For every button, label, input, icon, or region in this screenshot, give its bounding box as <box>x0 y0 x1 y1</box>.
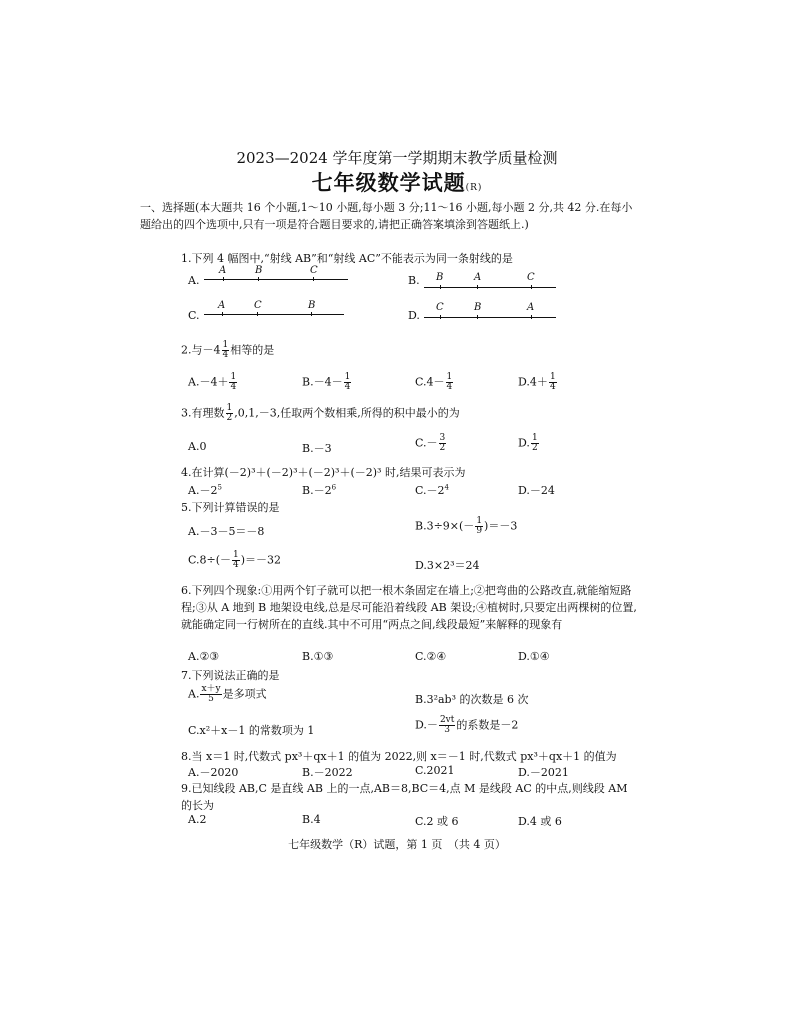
question-5-option-c <box>188 551 281 570</box>
question-4-option-d: D.－24 <box>518 484 555 497</box>
question-3-option-c <box>415 434 447 453</box>
question-9-option-b: B.4 <box>302 813 321 826</box>
option-text: B.－2 <box>302 484 332 497</box>
option-text: )＝－32 <box>240 553 282 567</box>
fraction-numerator: 3 <box>439 433 446 443</box>
question-2-option-b <box>302 373 352 392</box>
ray-tick <box>440 315 441 319</box>
fraction-denominator: 2 <box>226 413 233 423</box>
option-text: D.4＋ <box>518 375 548 389</box>
question-3-option-a: A.0 <box>188 440 207 453</box>
question-7-stem: 7.下列说法正确的是 <box>181 669 280 682</box>
question-6-option-d: D.①④ <box>518 650 550 663</box>
option-text: C.－2 <box>415 484 445 497</box>
question-6-stem: 6.下列四个现象:①用两个钉子就可以把一根木条固定在墙上;②把弯曲的公路改直,就能缩短路程;③从 A 地到 B 地架设电线,总是尽可能沿着线段 AB 架设;④植树时,只要定出两棵树的位置,就能确定同一行树所在的直线.其中不可用“两点之间,线段最短”来解释的现象有 <box>181 584 637 631</box>
fraction-numerator: 1 <box>549 372 556 382</box>
exponent: 5 <box>217 483 222 492</box>
fraction-numerator: 1 <box>531 433 538 443</box>
ray-tick <box>222 312 223 316</box>
fraction-denominator: 2 <box>439 443 446 453</box>
fraction <box>232 551 240 570</box>
point-label: C <box>254 300 262 311</box>
fraction <box>344 373 352 392</box>
option-text: A.－4＋ <box>188 375 229 389</box>
option-text: A.－2 <box>188 484 218 497</box>
fraction-denominator: 4 <box>222 350 229 360</box>
ray-tick <box>257 312 258 316</box>
option-text: B.－4－ <box>302 375 343 389</box>
fraction <box>200 685 221 704</box>
fraction-denominator: 2 <box>531 443 538 453</box>
fraction-numerator: 1 <box>344 372 351 382</box>
ray-line <box>204 279 348 280</box>
ray-line <box>204 314 344 315</box>
option-text: D. <box>518 436 530 450</box>
question-7-option-d <box>415 716 518 735</box>
question-9-option-a: A.2 <box>188 813 207 826</box>
fraction <box>229 373 237 392</box>
question-8-option-d: D.－2021 <box>518 766 569 779</box>
question-2-option-d <box>518 373 558 392</box>
question-4-option-a <box>188 482 222 498</box>
question-2-option-c <box>415 373 454 392</box>
point-label: A <box>474 272 482 283</box>
option-text: C.8÷(－ <box>188 553 232 567</box>
point-label: C <box>436 302 444 313</box>
question-5-stem: 5.下列计算错误的是 <box>181 501 280 514</box>
question-5-option-d: D.3×2³＝24 <box>415 559 480 572</box>
option-label: C. <box>188 309 200 322</box>
option-text: D.－ <box>415 718 438 732</box>
exam-version-tag: (R) <box>465 183 483 193</box>
ray-tick <box>531 315 532 319</box>
fraction-numerator: 1 <box>446 372 453 382</box>
exam-term-title: 2023—2024 学年度第一学期期末教学质量检测 <box>236 149 558 167</box>
question-8-option-c: C.2021 <box>415 764 455 777</box>
ray-tick <box>477 315 478 319</box>
question-4-stem: 4.在计算(－2)³＋(－2)³＋(－2)³＋(－2)³ 时,结果可表示为 <box>181 466 466 479</box>
question-7-option-a <box>188 685 267 704</box>
question-9-stem: 9.已知线段 AB,C 是直线 AB 上的一点,AB＝8,BC＝4,点 M 是线段 AC 的中点,则线段 AM 的长为 <box>181 782 628 812</box>
question-4-option-b <box>302 482 336 498</box>
point-label: C <box>527 272 535 283</box>
fraction-numerator: 1 <box>476 516 483 526</box>
point-label: B <box>436 272 444 283</box>
exponent: 4 <box>444 483 449 492</box>
point-label: C <box>310 265 318 276</box>
fraction <box>531 434 539 453</box>
fraction <box>549 373 557 392</box>
option-label: A. <box>188 274 200 287</box>
question-6-option-a: A.②③ <box>188 650 220 663</box>
stem-text: ,0,1,－3,任取两个数相乘,所得的积中最小的为 <box>234 406 460 420</box>
question-2-stem <box>181 341 274 360</box>
question-9-option-c: C.2 或 6 <box>415 815 459 828</box>
question-1-stem: 1.下列 4 幅图中,“射线 AB”和“射线 AC”不能表示为同一条射线的是 <box>181 252 513 265</box>
fraction-numerator: 1 <box>233 550 239 560</box>
page-footer: 七年级数学（R）试题，第 1 页 （共 4 页） <box>288 838 506 851</box>
question-3-option-b: B.－3 <box>302 442 332 455</box>
exam-subject-title <box>0 167 794 197</box>
point-label: A <box>527 302 535 313</box>
question-4-option-c <box>415 482 449 498</box>
option-text: 的系数是－2 <box>456 718 519 732</box>
ray-line <box>424 317 556 318</box>
option-text: C.－ <box>415 436 438 450</box>
fraction-numerator: 1 <box>230 372 237 382</box>
fraction-numerator: 2vt <box>439 715 455 725</box>
fraction <box>439 434 447 453</box>
ray-tick <box>531 285 532 289</box>
point-label: A <box>218 300 226 311</box>
question-3-stem <box>181 404 460 423</box>
fraction-denominator: 3 <box>444 725 451 735</box>
ray-tick <box>223 277 224 281</box>
fraction-denominator: 5 <box>208 694 214 704</box>
question-8-option-b: B.－2022 <box>302 766 353 779</box>
fraction-numerator: 1 <box>226 403 233 413</box>
section-instructions: 一、选择题(本大题共 16 个小题,1～10 小题,每小题 3 分;11～16 小题,每小题 2 分,共 42 分.在每小题给出的四个选项中,只有一项是符合题目要求的,请把正确答案填涂到答题纸上.) <box>140 201 633 231</box>
option-text: 是多项式 <box>222 687 267 701</box>
question-7-option-c: C.x²＋x－1 的常数项为 1 <box>188 724 315 737</box>
fraction <box>222 341 230 360</box>
fraction-denominator: 4 <box>230 382 237 392</box>
question-8-option-a: A.－2020 <box>188 766 239 779</box>
fraction-numerator: 1 <box>222 340 229 350</box>
question-6-option-b: B.①③ <box>302 650 334 663</box>
fraction <box>226 404 234 423</box>
stem-text: 3.有理数 <box>181 406 225 420</box>
ray-tick <box>313 277 314 281</box>
question-5-option-b <box>415 517 517 536</box>
option-text: A. <box>188 687 200 701</box>
ray-tick <box>440 285 441 289</box>
option-text: )＝－3 <box>484 519 518 533</box>
fraction-denominator: 4 <box>233 560 239 570</box>
fraction-denominator: 4 <box>549 382 556 392</box>
fraction <box>446 373 454 392</box>
point-label: B <box>255 265 263 276</box>
question-7-option-b: B.3²ab³ 的次数是 6 次 <box>415 693 529 706</box>
point-label: B <box>474 302 482 313</box>
option-label: D. <box>408 309 420 322</box>
question-6-option-c: C.②④ <box>415 650 447 663</box>
option-label: B. <box>408 274 420 287</box>
question-3-option-d <box>518 434 540 453</box>
fraction-denominator: 9 <box>476 526 483 536</box>
fraction-denominator: 4 <box>446 382 453 392</box>
question-2-option-a <box>188 373 238 392</box>
point-label: B <box>308 300 316 311</box>
question-5-option-a: A.－3－5＝－8 <box>188 525 265 538</box>
ray-line <box>424 287 556 288</box>
option-text: B.3÷9×(－ <box>415 519 475 533</box>
fraction-numerator: x＋y <box>201 684 221 694</box>
exam-subject-title-text: 七年级数学试题 <box>311 170 466 195</box>
fraction <box>439 716 455 735</box>
question-9-option-d: D.4 或 6 <box>518 815 562 828</box>
exponent: 6 <box>331 483 337 492</box>
stem-text: 2.与－4 <box>181 343 221 357</box>
ray-tick <box>258 277 259 281</box>
option-text: C.4－ <box>415 375 445 389</box>
stem-text: 相等的是 <box>230 343 275 357</box>
point-label: A <box>219 265 227 276</box>
fraction <box>475 517 483 536</box>
question-8-stem: 8.当 x＝1 时,代数式 px³＋qx＋1 的值为 2022,则 x＝－1 时,代数式 px³＋qx＋1 的值为 <box>181 750 617 763</box>
ray-tick <box>311 312 312 316</box>
fraction-denominator: 4 <box>344 382 351 392</box>
ray-tick <box>477 285 478 289</box>
